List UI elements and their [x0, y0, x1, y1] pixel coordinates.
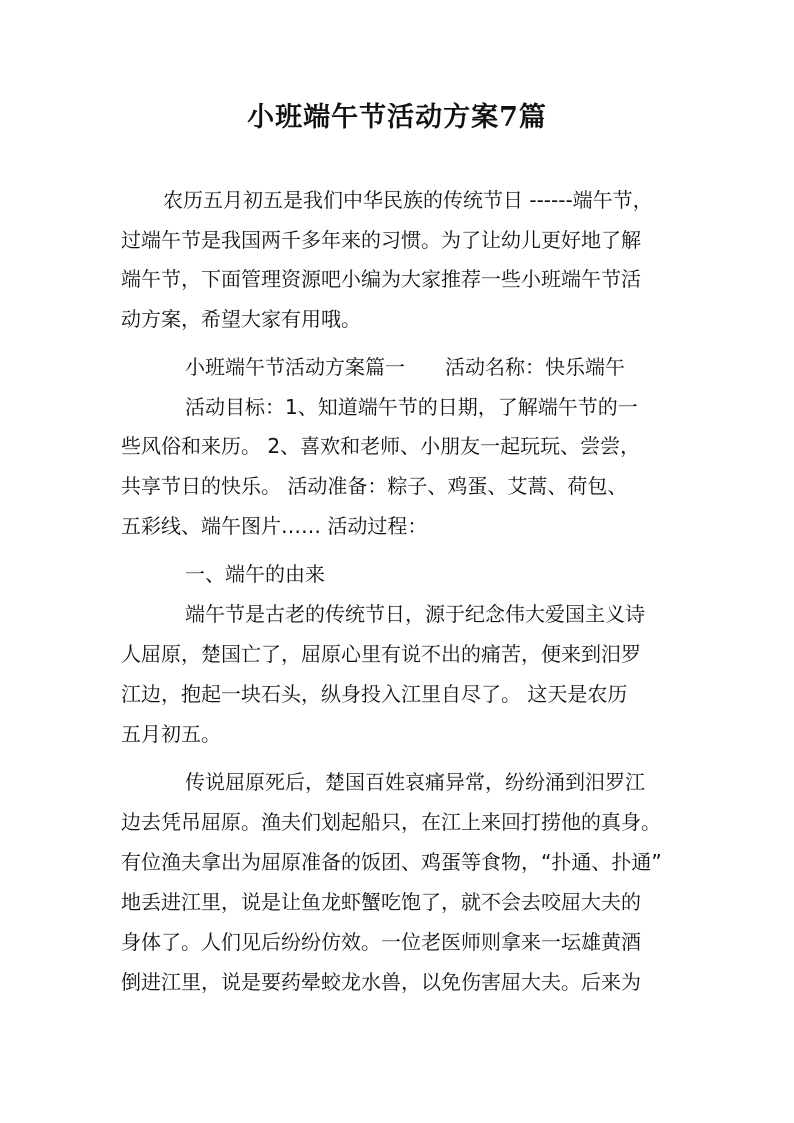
paragraph-line: 些风俗和来历。 2、喜欢和老师、小朋友一起玩玩、尝尝，	[121, 434, 641, 458]
paragraph-line: 人屈原，楚国亡了，屈原心里有说不出的痛苦，便来到汨罗	[121, 642, 641, 666]
document-title: 小班端午节活动方案7篇	[247, 102, 547, 133]
paragraph-line: 江边，抱起一块石头，纵身投入江里自尽了。 这天是农历	[121, 682, 628, 706]
section-heading: 一、端午的由来	[185, 562, 325, 586]
paragraph-line: 动方案，希望大家有用哦。	[121, 307, 361, 331]
paragraph-line: 身体了。人们见后纷纷仿效。一位老医师则拿来一坛雄黄酒	[121, 930, 641, 954]
paragraph-line: 地丢进江里，说是让鱼龙虾蟹吃饱了，就不会去咬屈大夫的	[121, 890, 641, 914]
paragraph-line: 传说屈原死后，楚国百姓哀痛异常，纷纷涌到汨罗江	[185, 770, 645, 794]
paragraph-line: 倒进江里，说是要药晕蛟龙水兽，以免伤害屈大夫。后来为	[121, 970, 641, 994]
paragraph-line: 活动目标：1、知道端午节的日期，了解端午节的一	[185, 395, 638, 419]
paragraph-line: 五月初五。	[121, 722, 221, 746]
paragraph-line: 过端午节是我国两千多年来的习惯。为了让幼儿更好地了解	[121, 228, 641, 252]
paragraph-line: 五彩线、端午图片…… 活动过程：	[121, 514, 428, 538]
paragraph-line: 边去凭吊屈原。渔夫们划起船只，在江上来回打捞他的真身。	[121, 810, 661, 834]
paragraph-line: 小班端午节活动方案篇一 活动名称：快乐端午	[185, 355, 625, 379]
paragraph-line: 农历五月初五是我们中华民族的传统节日 ------端午节，	[163, 188, 653, 212]
paragraph-line: 端午节，下面管理资源吧小编为大家推荐一些小班端午节活	[121, 267, 641, 291]
paragraph-line: 共享节日的快乐。 活动准备：粽子、鸡蛋、艾蒿、荷包、	[121, 474, 628, 498]
paragraph-line: 有位渔夫拿出为屈原准备的饭团、鸡蛋等食物，“扑通、扑通”	[121, 850, 662, 874]
paragraph-line: 端午节是古老的传统节日，源于纪念伟大爱国主义诗	[185, 602, 645, 626]
